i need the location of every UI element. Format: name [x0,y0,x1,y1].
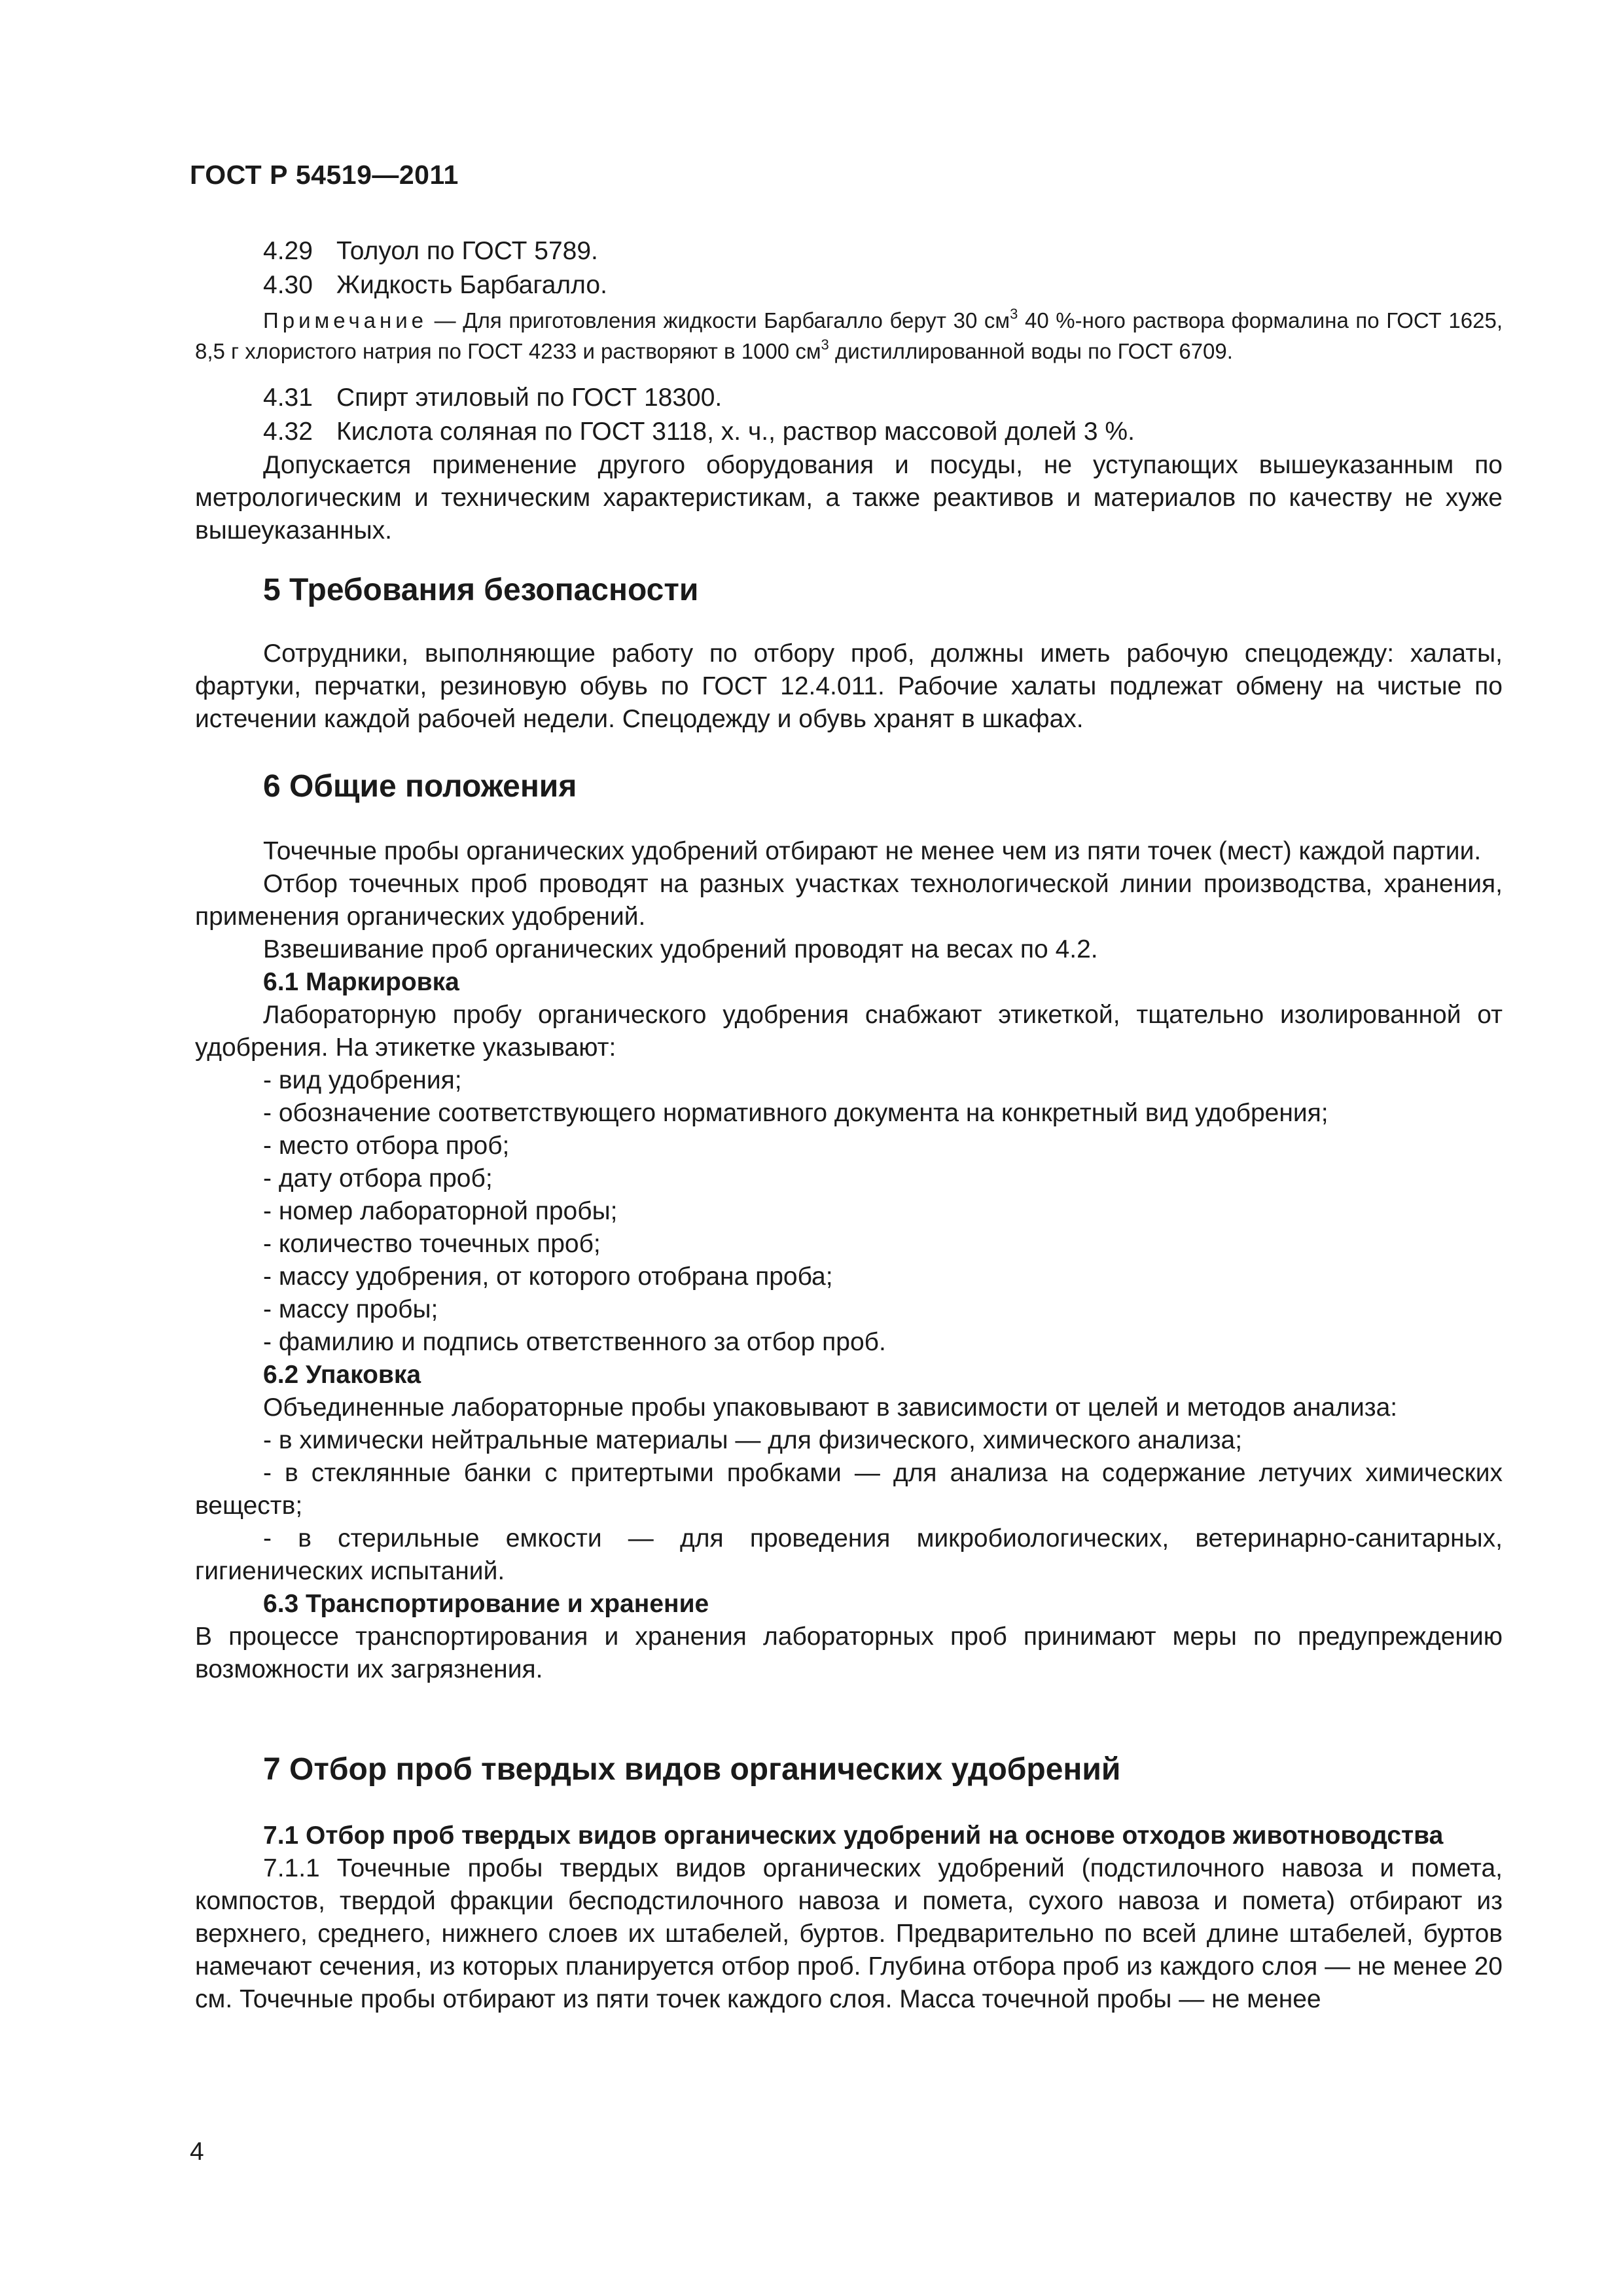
mid-items [195,381,1503,547]
list-item: - массу удобрения, от которого отобрана проба; [263,1263,833,1291]
subsection-6-1-title: 6.1 Маркировка [263,968,459,996]
section-6-p2: Отбор точечных проб проводят на разных участках технологической линии производства, хранения, применения органических удобрений. [195,870,1503,931]
section-5 [195,571,1503,610]
list-item: - номер лабораторной пробы; [263,1197,618,1225]
section-7 [195,1750,1503,1789]
paragraph-7-1-1: 7.1.1 Точечные пробы твердых видов органических удобрений (подстилочного навоза и помета, компостов, твердой фракции бесподстилочного навоза и помета, сухого навоза и помета) отбирают из верхнего, среднего, нижнего слоев их штабелей, буртов. Предварительно по всей длине штабелей, буртов намечают сечения, из которых планируется отбор проб. Глубина отбора проб из каждого слоя — не менее 20 см. Точечные пробы отбирают из пяти точек каждого слоя. Масса точечной пробы — не менее [195,1854,1503,2013]
section-5-title: 5 Требования безопасности [263,573,699,607]
list-item: - вид удобрения; [263,1066,462,1094]
note: Примечание — Для приготовления жидкости Барбагалло берут 30 $см^3$ 40 %-ного раствора формалина по ГОСТ 1625, 8,5 г хлористого натрия по ГОСТ 4233 и растворяют в 1000 $см^3$ дистиллированной воды по ГОСТ 6709. [195,306,1503,363]
list-item: - количество точечных проб; [263,1230,601,1258]
doc-header: ГОСТ Р 54519—2011 [190,160,459,190]
section-5-paragraph: Сотрудники, выполняющие работу по отбору проб, должны иметь рабочую спецодежду: халаты, фартуки, перчатки, резиновую обувь по ГОСТ 12.4.011. Рабочие халаты подлежат обмену на чистые по истечении каждой рабочей недели. Спецодежду и обувь хранят в шкафах. [195,639,1503,733]
subsection-6-3-title: 6.3 Транспортирование и хранение [263,1590,709,1618]
list-item: - в стерильные емкости — для проведения микробиологических, ветеринарно-санитарных, гигиенических испытаний. [195,1524,1503,1585]
item-4-32: 4.32 Кислота соляная по ГОСТ 3118, х. ч., раствор массовой долей 3 %. [263,418,1135,446]
list-item: - обозначение соответствующего нормативного документа на конкретный вид удобрения; [263,1099,1329,1127]
subsection-6-2-paragraph: Объединенные лабораторные пробы упаковывают в зависимости от целей и методов анализа: [263,1393,1398,1422]
item-4-31: 4.31 Спирт этиловый по ГОСТ 18300. [263,384,722,412]
allow-paragraph: Допускается применение другого оборудования и посуды, не уступающих вышеуказанным по метрологическим и техническим характеристикам, а также реактивов и материалов по качеству не хуже вышеуказанных. [195,451,1503,545]
list-item: - фамилию и подпись ответственного за отбор проб. [263,1328,886,1356]
subsection-7-1-title: 7.1 Отбор проб твердых видов органических удобрений на основе отходов животноводства [263,1821,1444,1850]
top-items [195,234,1503,302]
list-item: - в стеклянные банки с притертыми пробками — для анализа на содержание летучих химических веществ; [195,1459,1503,1520]
item-4-30: 4.30 Жидкость Барбагалло. [263,271,607,299]
section-6 [195,767,1503,806]
subsection-6-2-title: 6.2 Упаковка [263,1361,421,1389]
note-label: Примечание [263,308,428,332]
page-number: 4 [190,2138,204,2166]
section-6-p1: Точечные пробы органических удобрений отбирают не менее чем из пяти точек (мест) каждой партии. [263,837,1482,865]
section-6-title: 6 Общие положения [263,769,577,804]
list-item: - массу пробы; [263,1295,438,1323]
list-item: - дату отбора проб; [263,1164,493,1193]
subsection-6-1-paragraph: Лабораторную пробу органического удобрения снабжают этикеткой, тщательно изолированной от удобрения. На этикетке указывают: [195,1001,1503,1062]
list-item: - в химически нейтральные материалы — для физического, химического анализа; [263,1426,1243,1454]
subsection-6-3-paragraph: В процессе транспортирования и хранения лабораторных проб принимают меры по предупреждению возможности их загрязнения. [195,1623,1503,1683]
item-4-29: 4.29 Толуол по ГОСТ 5789. [263,237,598,265]
section-7-title: 7 Отбор проб твердых видов органических удобрений [263,1752,1121,1787]
section-6-p3: Взвешивание проб органических удобрений проводят на весах по 4.2. [263,935,1098,963]
list-item: - место отбора проб; [263,1132,510,1160]
